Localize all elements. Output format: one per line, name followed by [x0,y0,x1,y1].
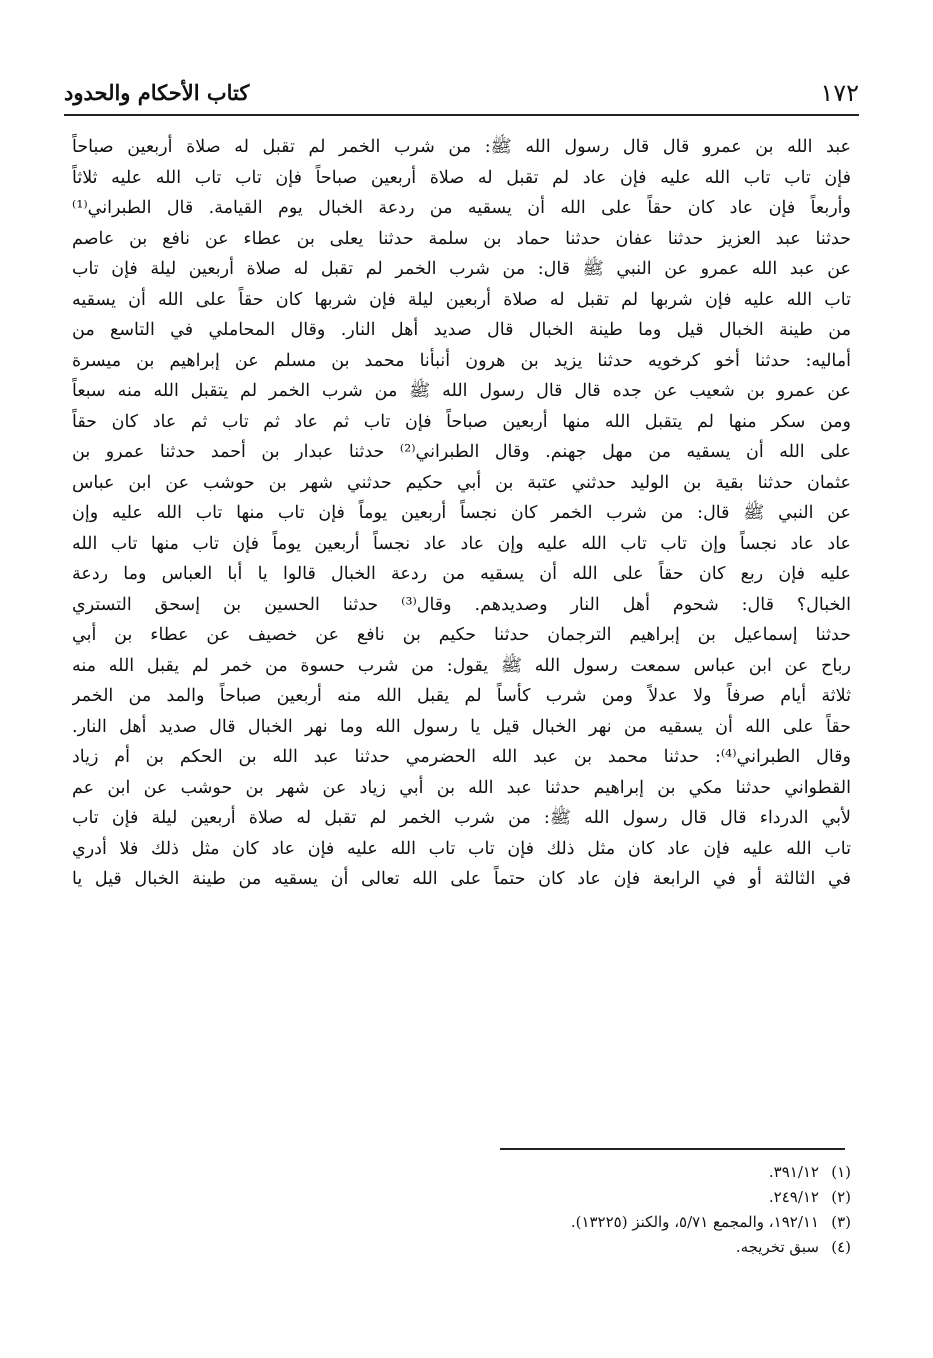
text-line: عن عمرو بن شعيب عن جده قال قال رسول الله ﷺ من شرب الخمر لم يتقبل الله منه سبعاً [72,381,851,401]
header-divider [64,114,859,116]
text-line: فإن تاب تاب الله عليه فإن عاد لم تقبل له صلاة أربعين صباحاً فإن تاب تاب الله عليه ثلاثاً [72,167,851,188]
text-line: حقاً على الله أن يسقيه من نهر الخبال قيل يا رسول الله وما نهر الخبال قال صديد أهل النار. [72,716,851,737]
footnote-text: ٢٤٩/١٢. [768,1188,819,1206]
footnote-text: ٣٩١/١٢. [768,1163,819,1181]
text-line: لأبي الدرداء قال قال رسول الله ﷺ: من شرب الخمر لم تقبل له صلاة أربعين ليلة فإن تاب [72,808,851,828]
text-line: عن النبي ﷺ قال: من شرب الخمر كان نجساً أربعين يوماً فإن تاب منها تاب الله عليه وإن [72,503,851,523]
text-line: عثمان حدثنا بقية بن الوليد حدثني عتبة بن أبي حكيم حدثني شهر بن حوشب عن ابن عباس [72,472,851,493]
text-line: عبد الله بن عمرو قال قال رسول الله ﷺ: من شرب الخمر لم تقبل له صلاة أربعين صباحاً [72,137,851,157]
footnote-number: (١) [831,1163,851,1181]
text-line: حدثنا عبد العزيز حدثنا عفان حدثنا حماد بن سلمة حدثنا يعلى بن عطاء عن نافع بن عاصم [72,228,851,249]
footnotes [571,1160,851,1260]
text-line: وقال الطبراني⁽⁴⁾: حدثنا محمد بن عبد الله الحضرمي حدثنا عبد الله بن الحكم بن أم زياد [72,747,851,767]
footnote-number: (٢) [831,1188,851,1206]
footnote-item [571,1235,851,1260]
text-line: عن عبد الله عمرو عن النبي ﷺ قال: من شرب الخمر لم تقبل له صلاة أربعين ليلة فإن تاب [72,259,851,279]
text-line: عليه فإن ربع كان حقاً على الله أن يسقيه من ردعة الخبال قالوا يا أبا العباس وما ردعة [72,564,851,584]
text-line: الخبال؟ قال: شحوم أهل النار وصديدهم. وقال⁽³⁾ حدثنا الحسين بن إسحق التستري [72,594,851,615]
footnote-item [571,1160,851,1185]
footnote-number: (٣) [831,1213,851,1231]
text-line: تاب الله عليه فإن عاد كان مثل ذلك فإن تاب تاب الله عليه فإن عاد كان مثل ذلك فلا أدري [72,838,851,859]
text-line: على الله أن يسقيه من مهل جهنم. وقال الطبراني⁽²⁾ حدثنا عبدار بن أحمد حدثنا عمرو بن [72,442,851,462]
footnote-text: سبق تخريجه. [735,1238,819,1256]
footnote-divider [500,1148,845,1150]
footnote-item [571,1210,851,1235]
page-header [64,78,859,108]
book-title: كتاب الأحكام والحدود [64,80,250,105]
text-line: ثلاثة أيام صرفاً ولا عدلاً ومن شرب كأساً لم يقبل الله منه أربعين صباحاً والمد من الخمر [72,686,851,706]
footnote-number: (٤) [831,1238,851,1256]
page-number: ١٧٢ [820,79,859,107]
footnote-item [571,1185,851,1210]
text-line: القطواني حدثنا مكي بن إبراهيم حدثنا عبد الله بن أبي زياد عن شهر بن حوشب عن ابن عم [72,777,851,798]
body-text [72,132,851,895]
text-line: رباح عن ابن عباس سمعت رسول الله ﷺ يقول: من شرب حسوة من خمر لم يقبل الله منه [72,655,851,676]
footnote-text: ١٩٢/١١، والمجمع ٥/٧١، والكنز (١٣٢٢٥). [570,1213,819,1231]
text-line: من طينة الخبال قيل وما طينة الخبال قال صديد أهل النار. وقال المحاملي في التاسع من [72,320,851,340]
text-line: تاب الله عليه فإن شربها لم تقبل له صلاة أربعين ليلة فإن شربها كان حقاً على الله أن يسقيه [72,289,851,310]
text-line: حدثنا إسماعيل بن إبراهيم الترجمان حدثنا حكيم بن نافع عن خصيف عن عطاء بن أبي [72,625,851,645]
text-line: أماليه: حدثنا أخو كرخويه حدثنا يزيد بن هرون أنبأنا محمد بن مسلم عن إبراهيم بن ميسرة [72,350,851,371]
text-line: عاد عاد نجساً وإن تاب تاب الله عليه وإن عاد عاد نجساً أربعين يوماً فإن تاب منها تاب الله [72,533,851,554]
text-line: وأربعاً فإن عاد كان حقاً على الله أن يسقيه من ردعة الخبال يوم القيامة. قال الطبراني⁽¹⁾ [72,198,851,218]
text-line: في الثالثة أو في الرابعة فإن عاد كان حتماً على الله تعالى أن يسقيه من طينة الخبال قيل يا [72,869,851,889]
text-line: ومن سكر منها لم يتقبل الله منها أربعين صباحاً فإن تاب ثم عاد ثم تاب ثم عاد كان حقاً [72,411,851,432]
